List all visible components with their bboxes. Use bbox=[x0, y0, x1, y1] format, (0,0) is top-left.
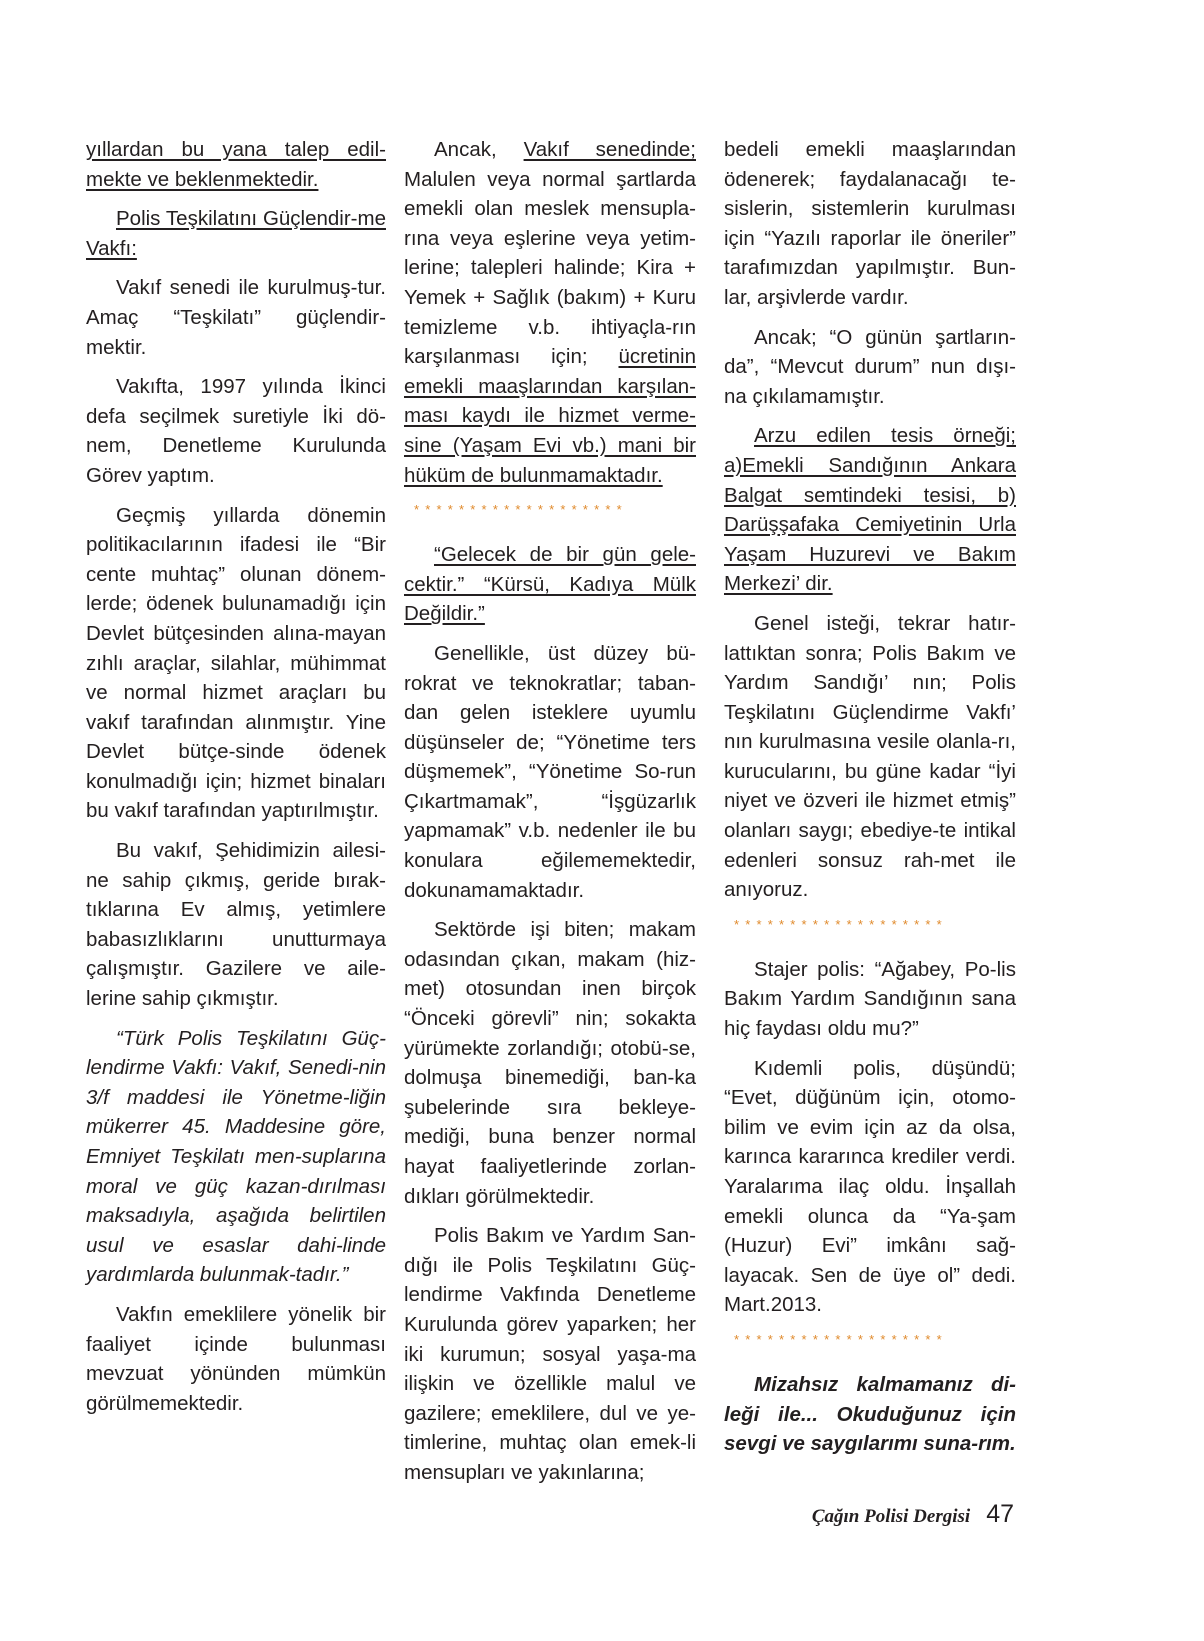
paragraph: yıllardan bu yana talep edil-mekte ve beklenmektedir. bbox=[86, 138, 386, 191]
heading-text: Polis Teşkilatını Güçlendir-me Vakfı: bbox=[86, 207, 386, 260]
paragraph: Vakfın emeklilere yönelik bir faaliyet içinde bulunması mevzuat yönünden mümkün görülmemektedir. bbox=[86, 1302, 386, 1415]
underlined-text: Arzu edilen tesis örneği; a)Emekli Sandığının Ankara Balgat semtindeki tesisi, b) Darüşşafaka Cemiyetinin Urla Yaşam Huzurevi ve Bakım Merkezi’ dir. bbox=[724, 424, 1016, 596]
star-separator: ******************* bbox=[734, 916, 948, 932]
text-run: Ancak, bbox=[434, 138, 524, 161]
paragraph: Sektörde işi biten; makam odasından çıkan, makam (hiz-met) otosundan inen birçok “Önceki görevli” nin; sokakta yürümekte zorlandığı; otobü-se, dolmuşa binemediği, ban-ka şubelerinde sıra bekleye-mediği, buna benzer normal hayat faaliyetlerinde zorlan-dıkları görülmektedir. bbox=[404, 918, 696, 1208]
paragraph: Kıdemli polis, düşündü; “Evet, düğünüm için, otomo-bilim ve evim için az da olsa, karınca kararınca krediler verdi. Yaralarıma ilaç oldu. İnşallah emekli olunca da “Ya-şam (Huzur) Evi” imkânı sağ-layacak. Sen de üye ol” dedi. Mart.2013. bbox=[724, 1056, 1016, 1317]
paragraph: Vakıf senedi ile kurulmuş-tur. Amaç “Teşkilatı” güçlendir-mektir. bbox=[86, 276, 386, 359]
paragraph: Ancak; “O günün şartların-da”, “Mevcut durum” nun dışı-na çıkılamamıştır. bbox=[724, 325, 1016, 408]
paragraph: Genellikle, üst düzey bü-rokrat ve teknokratlar; taban-dan gelen isteklere uyumlu düşünseler de; “Yönetime ters düşmemek”, “Yönetime So-run Çıkartmamak”, “İşgüzarlık yapmamak” v.b. nedenler ile bu konulara eğilememektedir, dokunamamaktadır. bbox=[404, 641, 696, 902]
page-number: 47 bbox=[986, 1500, 1014, 1528]
star-separator: ******************* bbox=[734, 1331, 948, 1347]
text-run: Malulen veya normal şartlarda emekli olan meslek mensupla-rına veya eşlerine veya yetim-lerine; talepleri halinde; Kira + Yemek + Sağlık (bakım) + Kuru temizleme v.b. ihtiyaçla-rın karşılanması için; bbox=[404, 167, 696, 369]
paragraph: Polis Bakım ve Yardım San-dığı ile Polis Teşkilatını Güç-lendirme Vakfında Denetleme Kurulunda görev yaparken; her iki kurumun; sosyal yaşa-ma ilişkin ve özellikle malul ve gazilere; emeklilere, dul ve ye-timlerine, muhtaç olan emek-li mensupları ve yakınlarına; bbox=[404, 1224, 696, 1484]
column-right bbox=[724, 135, 1016, 1469]
paragraph: Bu vakıf, Şehidimizin ailesi-ne sahip çıkmış, geride bırak-tıklarına Ev almış, yetimlere babasızlıklarını unutturmaya çalışmıştır. Gazilere ve aile-lerine sahip çıkmıştır. bbox=[86, 839, 386, 1011]
column-left bbox=[86, 135, 386, 1428]
paragraph: Genel isteği, tekrar hatır-lattıktan sonra; Polis Bakım ve Yardım Sandığı’ nın; Polis Teşkilatını Güçlendirme Vakfı’ nın kurulmasına vesile olanla-rı, kurucularını, bu güne kadar “İyi niyet ve özveri ile hizmet etmiş” olanları saygı; ebediye-te intikal edenleri sonsuz rah-met ile anıyoruz. bbox=[724, 611, 1016, 902]
underlined-text: Vakıf senedinde; bbox=[523, 138, 696, 161]
closing-paragraph: Mizahsız kalmamanız di-leği ile... Okuduğunuz için sevgi ve saygılarımı suna-rım. bbox=[724, 1372, 1016, 1456]
section-heading bbox=[86, 204, 386, 263]
page-footer bbox=[812, 1500, 1014, 1529]
star-separator: ******************* bbox=[414, 502, 628, 518]
paragraph: Vakıfta, 1997 yılında İkinci defa seçilmek suretiyle İki dö-nem, Denetleme Kurulunda Görev yaptım. bbox=[86, 375, 386, 487]
column-middle bbox=[404, 135, 696, 1498]
paragraph: Geçmiş yıllarda dönemin politikacılarının ifadesi ile “Bir cente muhtaç” olunan dönem-lerde; ödenek bulunamadığı için Devlet bütçesinden alına-mayan zıhlı araçlar, silahlar, mühimmat ve normal hizmet araçları bu vakıf tarafından alınmıştır. Yine Devlet bütçe-sinde ödenek konulmadığı için; hizmet binaları bu vakıf tarafından yaptırılmıştır. bbox=[86, 503, 386, 823]
paragraph: bedeli emekli maaşlarından ödenerek; faydalanacağı te-sislerin, sistemlerin kurulması için “Yazılı raporlar ile öneriler” tarafımızdan yapılmıştır. Bun-lar, arşivlerde vardır. bbox=[724, 138, 1016, 309]
quoted-paragraph: “Türk Polis Teşkilatını Güç-lendirme Vakfı: Vakıf, Senedi-nin 3/f maddesi ile Yönetme-liğin mükerrer 45. Maddesine göre, Emniyet Teşkilatı men-suplarına moral ve güç kazan-dırılması maksadıyla, aşağıda belirtilen usul ve esaslar dahi-linde yardımlarda bulunmak-tadır.” bbox=[86, 1026, 386, 1287]
quote-heading bbox=[404, 540, 696, 629]
paragraph: Stajer polis: “Ağabey, Po-lis Bakım Yardım Sandığının sana hiç faydası oldu mu?” bbox=[724, 957, 1016, 1041]
paragraph bbox=[724, 421, 1016, 599]
paragraph bbox=[404, 135, 696, 490]
underlined-text: “Gelecek de bir gün gele-cektir.” “Kürsü, Kadıya Mülk Değildir.” bbox=[404, 543, 696, 626]
magazine-name: Çağın Polisi Dergisi bbox=[811, 1506, 971, 1527]
underlined-text: ücretinin emekli maaşlarından karşılan-ması kaydı ile hizmet verme-sine (Yaşam Evi vb.) mani bir hüküm de bulunmamaktadır. bbox=[404, 345, 696, 487]
